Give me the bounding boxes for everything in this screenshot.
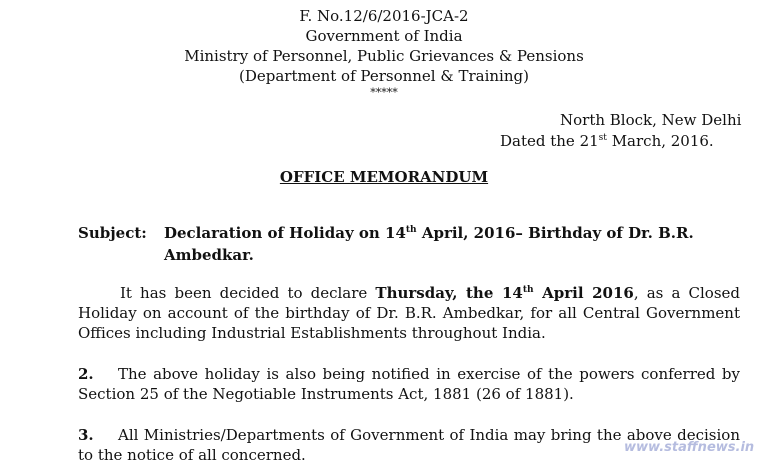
para1-text-a: It has been decided to declare (120, 284, 376, 302)
subject-line-2: Ambedkar. (164, 246, 254, 264)
para1-bold-2: April 2016 (533, 284, 634, 302)
para2-text: The above holiday is also being notified in exercise of the powers conferred by Section 25 of the Negotiable Instruments Act, 1881 (26 of 1881). (78, 365, 740, 403)
watermark: www.staffnews.in (624, 440, 755, 455)
para3-number: 3. (78, 426, 94, 444)
place-line: North Block, New Delhi (560, 111, 742, 129)
para1-sup: th (522, 285, 534, 295)
paragraph-2 (78, 364, 740, 404)
subject-part1: Declaration of Holiday on 14 (164, 224, 406, 242)
date-sup: st (598, 133, 607, 143)
subject-block (78, 222, 738, 266)
department-line: (Department of Personnel & Training) (239, 67, 529, 85)
memo-title: OFFICE MEMORANDUM (279, 168, 489, 186)
government-line: Government of India (305, 27, 463, 45)
subject-part2: April, 2016– Birthday of Dr. B.R. (416, 224, 694, 242)
date-suffix: March, 2016. (606, 132, 714, 150)
file-number: F. No.12/6/2016-JCA-2 (299, 7, 469, 25)
subject-line-1 (78, 222, 738, 244)
para1-text-c: , as a Closed Holiday on account of the birthday of Dr. B.R. Ambedkar, for all Central Government Offices including Industrial Establishments throughout India. (78, 284, 741, 342)
date-line (500, 131, 714, 151)
para2-number: 2. (78, 365, 94, 383)
paragraph-1 (78, 283, 740, 343)
date-prefix: Dated the 21 (500, 132, 599, 150)
stars-divider: ***** (370, 86, 398, 99)
ministry-line: Ministry of Personnel, Public Grievances & Pensions (184, 47, 584, 65)
para1-bold-1: Thursday, the 14 (375, 284, 523, 302)
subject-label: Subject: (78, 224, 147, 242)
subject-sup: th (405, 225, 417, 235)
para3-text: All Ministries/Departments of Government of India may bring the above decision to the notice of all concerned. (78, 426, 740, 464)
